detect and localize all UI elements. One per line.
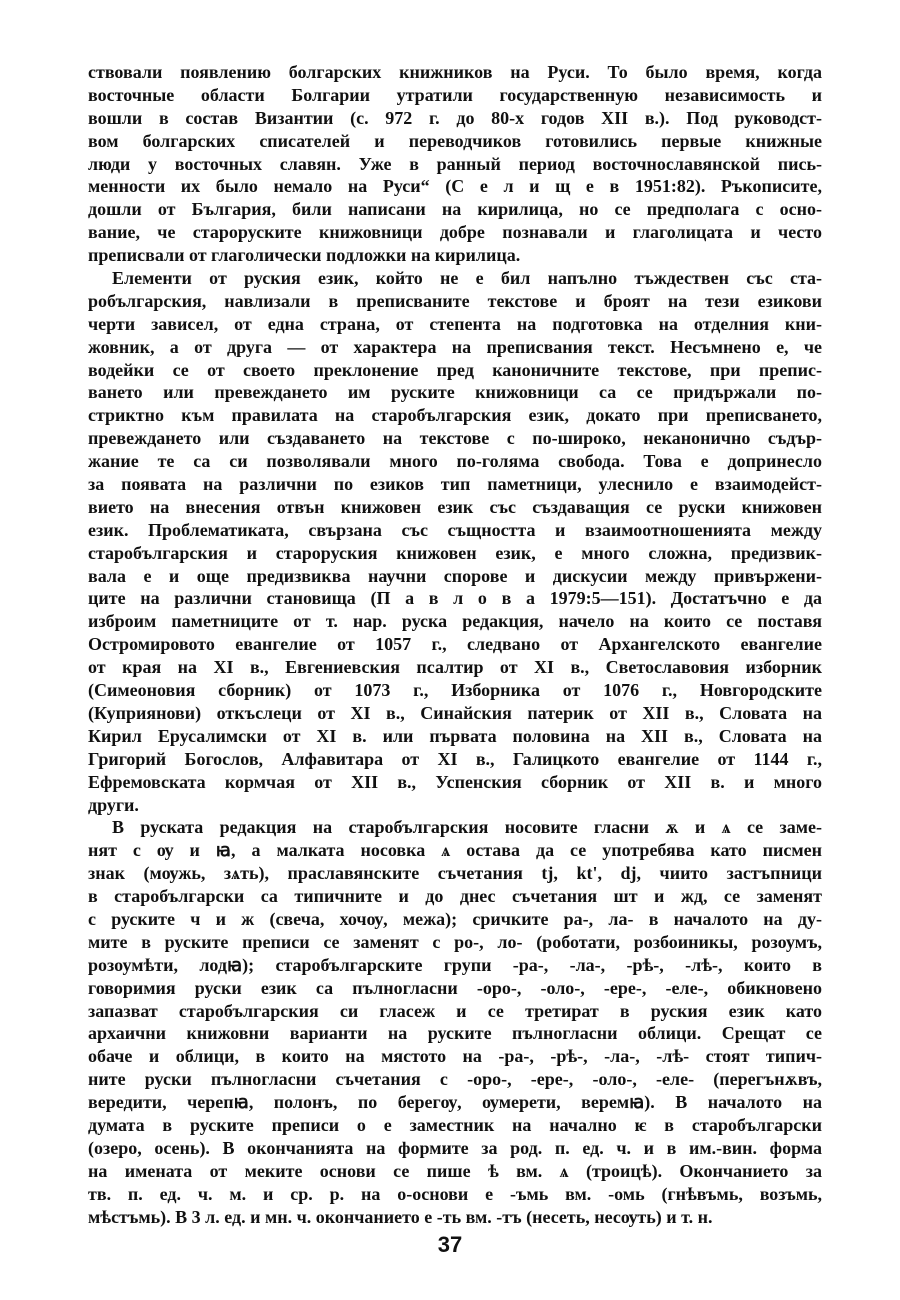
text-line: Ефремовската кормчая от XII в., Успенския сборник от XII в. и много [88,771,822,792]
text-line: вом болгарских списателей и переводчиков готовились первые книжные [88,130,822,151]
text-line: вание, че староруските книжовници добре познавали и глаголицата и често [88,222,822,243]
text-line: с руските ч и ж (свеча, хочѹ, межа); сричките ра-, ла- в началото на ду- [88,908,822,929]
text-line: ването или превеждането им руските книжовници са се придържали по- [88,382,822,403]
text-line: архаични книжовни варианти на руските пълногласни облици. Срещат се [88,1023,822,1044]
text-line: водейки се от своето преклонение пред каноничните текстове, при препис- [88,359,822,380]
text-line: (Симеоновия сборник) от 1073 г., Изборника от 1076 г., Новгородските [88,680,822,701]
text-line: вието на внесения отвън книжовен език със създаващия се руски книжовен [88,496,822,517]
text-line: Елементи от руския език, който не е бил напълно тъждествен със ста- [112,268,822,289]
text-line: Кирил Ерусалимски от XI в. или първата половина на XII в., Словата на [88,725,822,746]
page-number: 37 [437,1232,463,1257]
text-line: ствовали появлению болгарских книжников на Руси. То было время, когда [88,62,822,82]
text-line: преписвали от глаголически подложки на кирилица. [88,245,521,266]
text-line: восточные области Болгарии утратили государственную независимость и [88,84,822,105]
text-line: жание те са си позволявали много по-голяма свобода. Това е допринесло [88,451,822,472]
text-line: в старобългарски са типичните и до днес съчетания шт и жд, се заменят [88,886,822,907]
text-line: мѣстъмь). В 3 л. ед. и мн. ч. окончанието е -ть вм. -тъ (несеть, несѹть) и т. н. [88,1206,713,1227]
text-line: (Куприянови) откъслеци от XI в., Синайския патерик от XII в., Словата на [88,702,822,723]
text-line: робългарския, навлизали в преписваните текстове и броят на тези езикови [88,290,822,311]
text-line: Остромировото евангелие от 1057 г., следвано от Архангелското евангелие [88,634,822,655]
text-line: нят с ѹ и ꙗ, а малката носовка ѧ остава да се употребява като писмен [88,840,822,861]
text-line: на имената от меките основи се пише ѣ вм. ѧ (троицѣ). Окончанието за [88,1160,822,1181]
text-line: черти зависел, от една страна, от степента на подготовка на отделния кни- [88,313,822,334]
text-line: дошли от България, били написани на кирилица, но се предполага с осно- [88,199,822,220]
text-line: Григорий Богослов, Алфавитара от XI в., Галицкото евангелие от 1144 г., [88,748,822,769]
text-line: вошли в состав Византии (с. 972 г. до 80-х годов XII в.). Под руководст- [88,107,822,128]
text-line: ните руски пълногласни съчетания с -оро-, -ере-, -оло-, -еле- (перегънѫвъ, [88,1069,822,1090]
text-line: тв. п. ед. ч. м. и ср. р. на о-основи е -ъмь вм. -омь (гнѣвъмь, возъмь, [88,1183,822,1204]
text-line: запазват старобългарския си гласеж и се третират в руския език като [88,1000,822,1021]
text-line: вередити, черепꙗ, полонъ, по берегѹ, ѹмерети, веремꙗ). В началото на [88,1092,822,1113]
text-line: превеждането или създаването на текстове с по-широко, неканонично съдър- [88,428,822,449]
text-line: за появата на различни по езиков тип паметници, улеснило е взаимодейст- [88,474,822,495]
text-line: старобългарския и староруския книжовен език, е много сложна, предизвик- [88,542,822,563]
text-line: жовник, а от друга — от характера на преписвания текст. Несъмнено е, че [88,336,822,357]
paragraph [88,816,822,1228]
text-line: В руската редакция на старобългарския носовите гласни ѫ и ѧ се заме- [112,817,822,838]
text-line: изброим паметниците от т. нар. руска редакция, начело на които се поставя [88,611,822,632]
text-line: обаче и облици, в които на мястото на -ра-, -рѣ-, -ла-, -лѣ- стоят типич- [88,1046,822,1067]
text-line: менности их было немало на Руси“ (С е л и щ е в 1951:82). Ръкописите, [88,176,822,197]
text-line: (озеро, осень). В окончанията на формите за род. п. ед. ч. и в им.-вин. форма [88,1137,822,1158]
text-line: стриктно към правилата на старобългарския език, докато при преписването, [88,405,822,426]
text-line: от края на XI в., Евгениевския псалтир от XI в., Светославовия изборник [88,657,822,678]
text-line: вала е и още предизвиква научни спорове и дискусии между привържени- [88,565,822,586]
text-line: говоримия руски език са пълногласни -оро-, -оло-, -ере-, -еле-, обикновено [88,977,822,998]
text-line: знак (мѹжь, зѧть), праславянските съчетания tj, kt', dj, чиито застъпници [88,863,822,884]
paragraph [88,61,822,267]
text-line: език. Проблематиката, свързана със същността и взаимоотношенията между [88,519,822,540]
text-line: други. [88,794,139,815]
page-body [88,61,822,1228]
text-line: розоумѣти, лодꙗ); старобългарските групи -ра-, -ла-, -рѣ-, -лѣ-, които в [88,954,822,975]
text-line: люди у восточных славян. Уже в ранный период восточнославянской пись- [88,153,822,174]
text-line: мите в руските преписи се заменят с ро-, ло- (роботати, розбоиникы, розоумъ, [88,931,822,952]
text-line: ците на различни становища (П а в л о в а 1979:5—151). Достатъчно е да [88,588,822,609]
text-line: думата в руските преписи о е заместник на начално ѥ в старобългарски [88,1114,822,1135]
paragraph [88,267,822,816]
